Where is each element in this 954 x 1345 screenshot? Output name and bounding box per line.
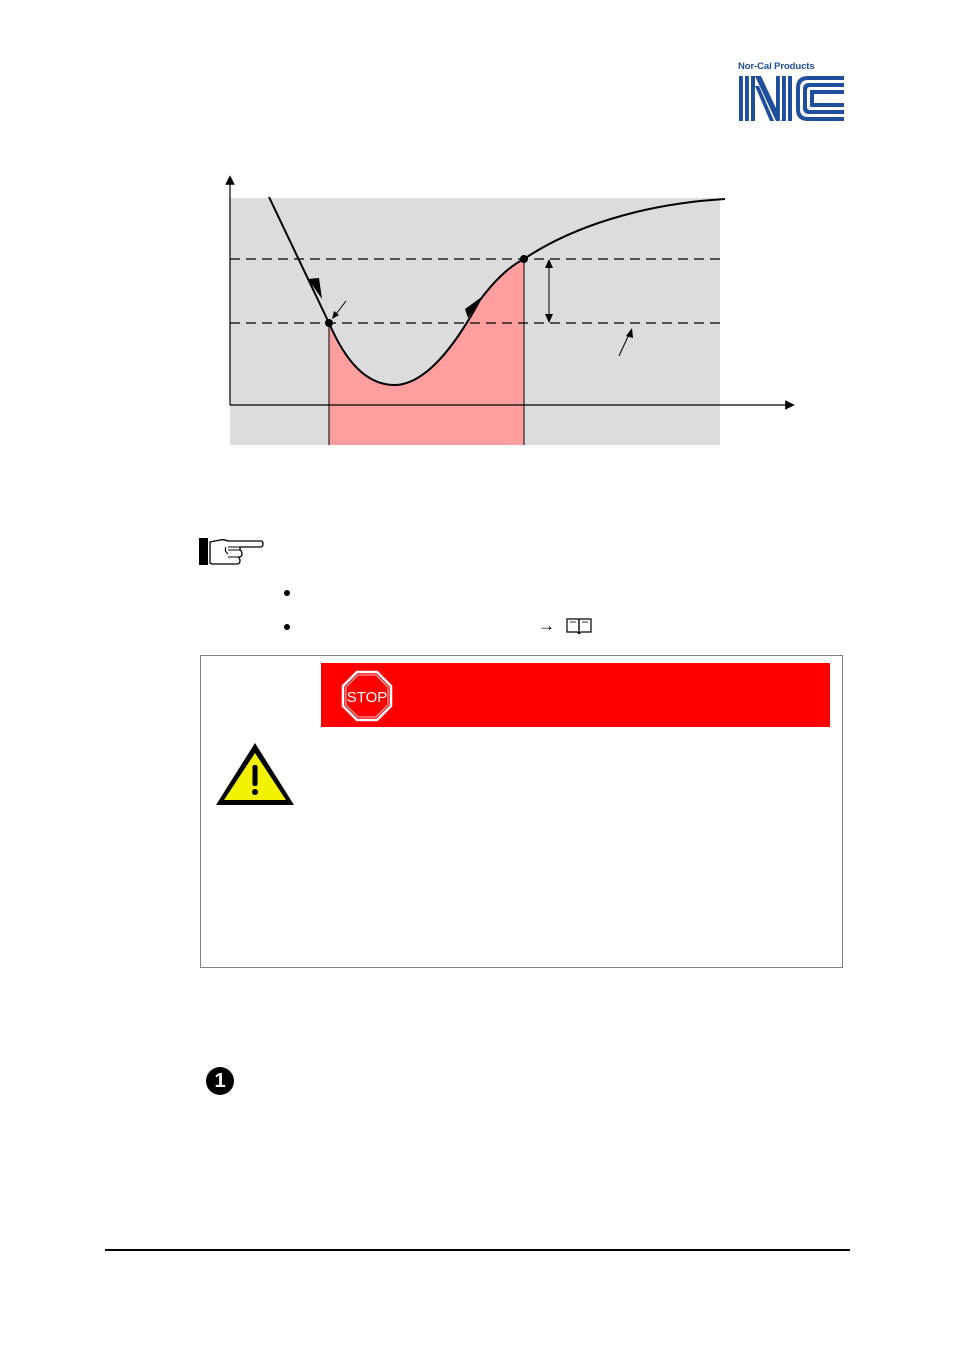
logo-brand-name: Nor-Cal Products	[738, 61, 815, 72]
lower-crossing-point	[325, 319, 333, 327]
stop-sign-icon	[341, 670, 393, 722]
upper-crossing-point	[520, 255, 528, 263]
footer-rule	[105, 1249, 850, 1251]
process-curve-diagram	[180, 170, 800, 455]
book-icon	[566, 617, 592, 635]
stop-sign-text: STOP	[346, 689, 388, 706]
arrow-glyph: →	[538, 616, 555, 635]
step-number-badge: 1	[206, 1067, 234, 1095]
warning-triangle-icon	[214, 741, 296, 807]
pointing-hand-icon	[198, 536, 264, 568]
stop-banner	[321, 663, 830, 727]
nc-logo-mark	[738, 73, 846, 124]
nor-cal-products-logo	[738, 62, 846, 124]
bullet-point	[284, 590, 290, 596]
bullet-point	[284, 624, 290, 630]
